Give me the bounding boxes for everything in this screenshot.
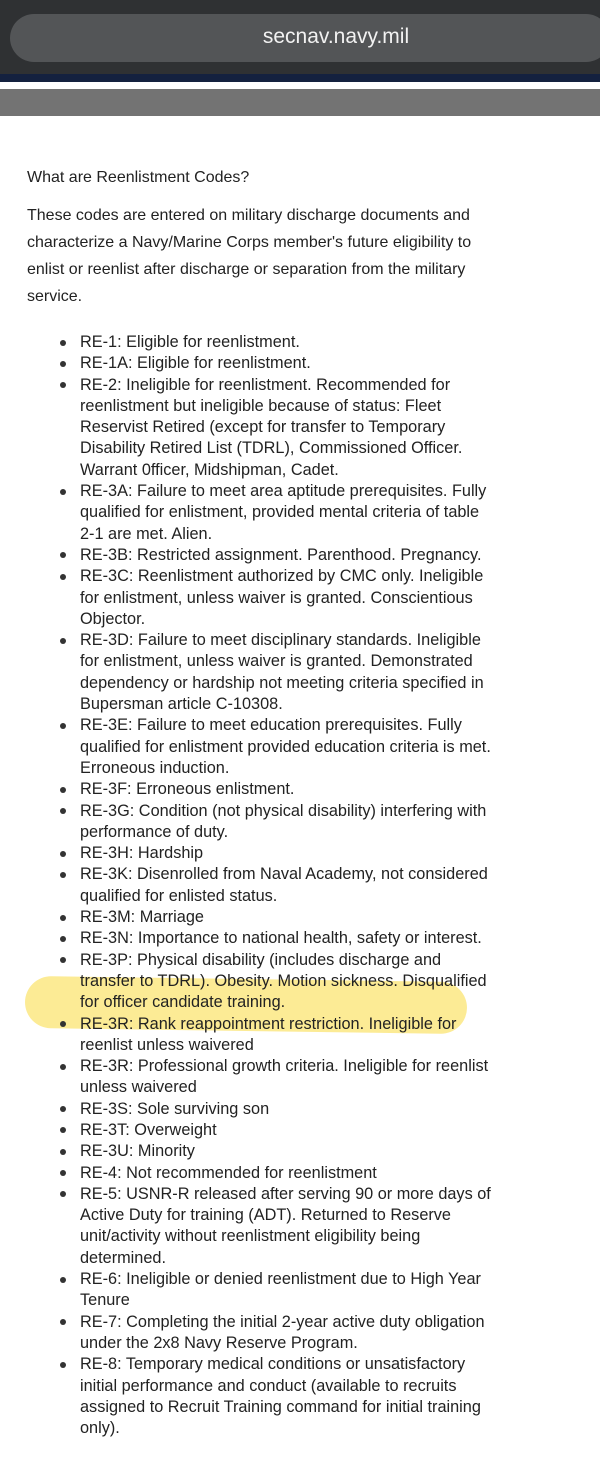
code-text: RE-3F: Erroneous enlistment. — [80, 780, 295, 799]
code-text: RE-3S: Sole surviving son — [80, 1099, 270, 1118]
list-item — [27, 864, 492, 907]
code-text: RE-5: USNR-R released after serving 90 or more days of Active Duty for training (ADT). Returned to Reserve unit/activity without reenlistment eligibility being determined. — [80, 1184, 491, 1267]
bullet-icon — [60, 382, 66, 388]
list-item — [27, 907, 492, 928]
list-item — [27, 1014, 492, 1057]
bullet-icon — [60, 1021, 66, 1027]
bullet-icon — [60, 915, 66, 921]
list-item — [27, 715, 492, 779]
list-item — [27, 801, 492, 844]
list-item — [27, 1354, 492, 1439]
list-item — [27, 1163, 492, 1184]
code-text: RE-3C: Reenlistment authorized by CMC only. Ineligible for enlistment, unless waiver is granted. Conscientious Objector. — [80, 567, 484, 628]
code-text: RE-1: Eligible for reenlistment. — [80, 333, 300, 351]
list-item — [27, 843, 492, 864]
list-item — [27, 1056, 492, 1099]
list-item — [27, 928, 492, 949]
site-header-strip — [0, 74, 600, 82]
list-item — [27, 779, 492, 800]
bullet-icon — [60, 1127, 66, 1133]
list-item — [27, 1099, 492, 1120]
list-item — [27, 1312, 492, 1355]
list-item — [27, 1269, 492, 1312]
list-item — [27, 353, 492, 374]
bullet-icon — [60, 361, 66, 367]
code-text: RE-3P: Physical disability (includes discharge and transfer to TDRL). Obesity. Motion sickness. Disqualified for officer candidate training. — [80, 950, 487, 1012]
bullet-icon — [60, 638, 66, 644]
code-text: RE-3B: Restricted assignment. Parenthood. Pregnancy. — [80, 545, 482, 564]
bullet-icon — [60, 787, 66, 793]
bullet-icon — [60, 340, 66, 346]
section-question: What are Reenlistment Codes? — [27, 169, 250, 186]
code-text: RE-7: Completing the initial 2-year active duty obligation under the 2x8 Navy Reserve Program. — [80, 1312, 485, 1352]
bullet-icon — [60, 1319, 66, 1325]
code-text: RE-3M: Marriage — [80, 908, 204, 927]
intro-paragraph: These codes are entered on military discharge documents and characterize a Navy/Marine Corps member's future eligibility to enlist or reenlist after discharge or separation from the military service. — [27, 207, 472, 305]
list-item — [27, 332, 492, 353]
bullet-icon — [60, 851, 66, 857]
bullet-icon — [60, 489, 66, 495]
code-text: RE-3R: Rank reappointment restriction. Ineligible for reenlist unless waivered — [80, 1014, 457, 1054]
bullet-icon — [60, 1064, 66, 1070]
code-text: RE-1A: Eligible for reenlistment. — [80, 354, 311, 373]
list-item — [27, 1184, 492, 1269]
highlighted-list-item — [27, 950, 492, 1014]
bullet-icon — [60, 957, 66, 963]
code-text: RE-2: Ineligible for reenlistment. Recommended for reenlistment but ineligible because of status: Fleet Reservist Retired (except for transfer to Temporary Disability Retired List (TDRL), Commissioned Officer. Warrant 0fficer, Midshipman, Cadet. — [80, 375, 463, 479]
address-bar[interactable] — [10, 14, 600, 62]
bullet-icon — [60, 552, 66, 558]
list-item — [27, 1120, 492, 1141]
bullet-icon — [60, 1362, 66, 1368]
code-text: RE-3N: Importance to national health, safety or interest. — [80, 929, 482, 948]
browser-toolbar — [0, 0, 600, 74]
list-item — [27, 566, 492, 630]
bullet-icon — [60, 1191, 66, 1197]
code-text: RE-3E: Failure to meet education prerequisites. Fully qualified for enlistment provided education criteria is met. Erroneous induction. — [80, 716, 491, 777]
bullet-icon — [60, 808, 66, 814]
code-text: RE-3U: Minority — [80, 1142, 195, 1161]
code-text: RE-3A: Failure to meet area aptitude prerequisites. Fully qualified for enlistment, provided mental criteria of table 2-1 are met. Alien. — [80, 482, 487, 543]
reenlistment-code-list — [27, 332, 492, 1439]
code-text: RE-6: Ineligible or denied reenlistment due to High Year Tenure — [80, 1270, 481, 1310]
bullet-icon — [60, 1149, 66, 1155]
article-content — [27, 164, 592, 1439]
list-item — [27, 1141, 492, 1162]
code-text: RE-3T: Overweight — [80, 1120, 217, 1139]
code-text: RE-3K: Disenrolled from Naval Academy, not considered qualified for enlisted status. — [80, 865, 488, 905]
code-text: RE-3D: Failure to meet disciplinary standards. Ineligible for enlistment, unless waiver is granted. Demonstrated dependency or hardship not meeting criteria specified in Bupersman article C-10308. — [80, 631, 484, 714]
list-item — [27, 630, 492, 715]
list-item — [27, 481, 492, 545]
bullet-icon — [60, 872, 66, 878]
bullet-icon — [60, 574, 66, 580]
bullet-icon — [60, 1170, 66, 1176]
bullet-icon — [60, 723, 66, 729]
code-text: RE-4: Not recommended for reenlistment — [80, 1163, 377, 1182]
code-text: RE-8: Temporary medical conditions or unsatisfactory initial performance and conduct (available to recruits assigned to Recruit Training command for initial training only). — [80, 1355, 481, 1438]
code-text: RE-3R: Professional growth criteria. Ineligible for reenlist unless waivered — [80, 1057, 489, 1097]
list-item — [27, 375, 492, 481]
url-text: secnav.navy.mil — [262, 25, 410, 48]
site-nav-bar — [0, 89, 600, 116]
code-text: RE-3G: Condition (not physical disability) interfering with performance of duty. — [80, 801, 487, 841]
bullet-icon — [60, 936, 66, 942]
list-item — [27, 545, 492, 566]
code-text: RE-3H: Hardship — [80, 844, 204, 863]
bullet-icon — [60, 1106, 66, 1112]
bullet-icon — [60, 1277, 66, 1283]
